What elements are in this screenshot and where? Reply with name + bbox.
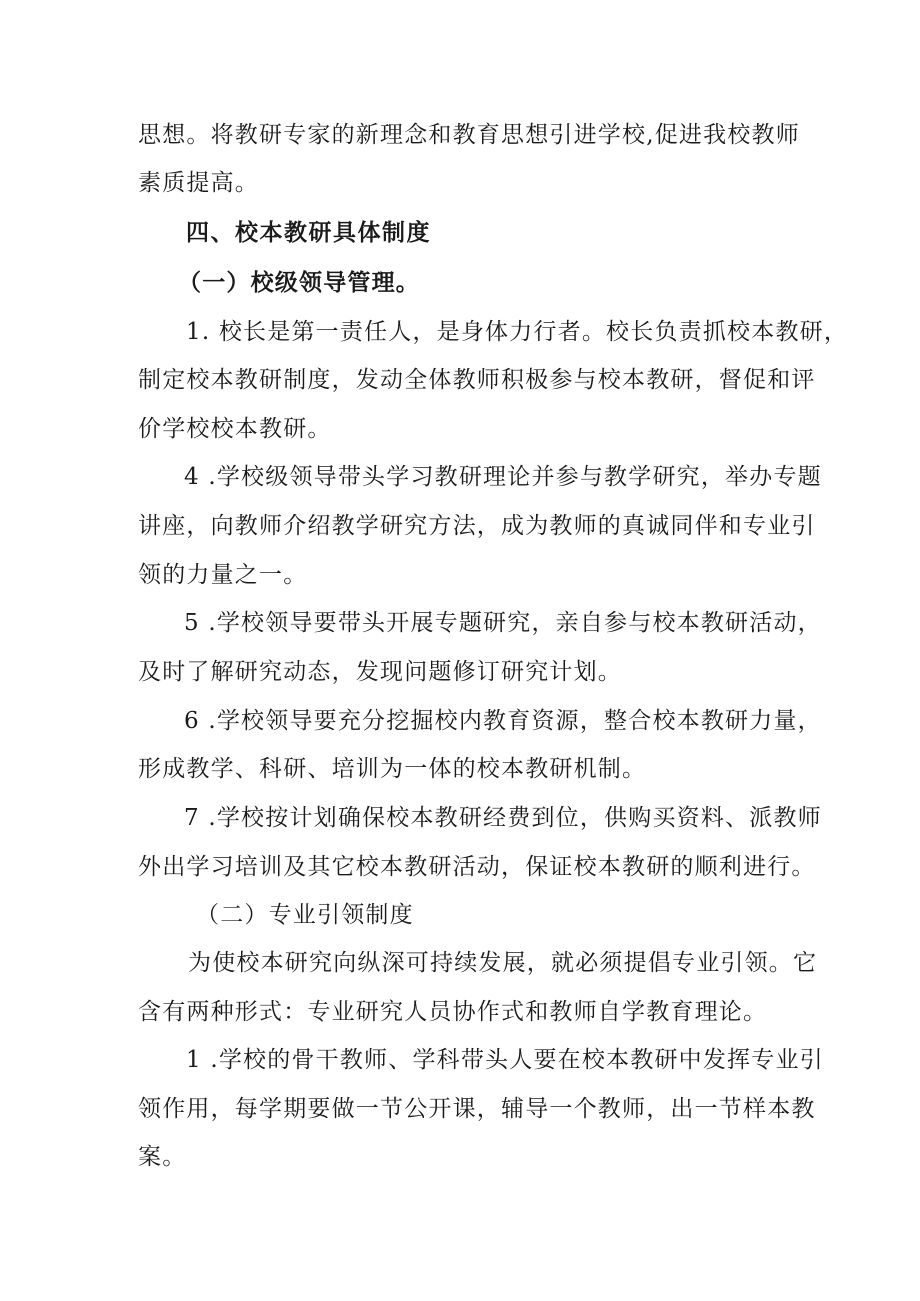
body-text-line: 制定校本教研制度，发动全体教师积极参与校本教研，督促和评 bbox=[138, 367, 816, 393]
body-text-line: 形成教学、科研、培训为一体的校本教研机制。 bbox=[138, 756, 647, 782]
subsection-heading: （一）校级领导管理。 bbox=[178, 270, 420, 296]
body-text-line: 素质提高。 bbox=[138, 170, 259, 196]
body-text-line: 价学校校本教研。 bbox=[138, 416, 332, 442]
body-text-line: 5 .学校领导要带头开展专题研究，亲自参与校本教研活动， bbox=[184, 610, 822, 636]
body-text-line: 及时了解研究动态，发现问题修订研究计划。 bbox=[138, 659, 622, 685]
body-text-line: 含有两种形式：专业研究人员协作式和教师自学教育理论。 bbox=[138, 999, 768, 1025]
section-heading: 四、校本教研具体制度 bbox=[186, 220, 431, 246]
body-text-line: 思想。将教研专家的新理念和教育思想引进学校,促进我校教师 bbox=[138, 122, 800, 148]
body-text-line: 为使校本研究向纵深可持续发展，就必须提倡专业引领。它 bbox=[188, 950, 818, 976]
body-text-line: 1 .学校的骨干教师、学科带头人要在校本教研中发挥专业引 bbox=[186, 1047, 824, 1073]
body-text-line: 7 .学校按计划确保校本教研经费到位，供购买资料、派教师 bbox=[184, 805, 822, 831]
body-text-line: 领作用，每学期要做一节公开课，辅导一个教师，出一节样本教 bbox=[138, 1096, 816, 1122]
body-text-line: 外出学习培训及其它校本教研活动，保证校本教研的顺利进行。 bbox=[138, 854, 816, 880]
subsection-heading: （二）专业引领制度 bbox=[196, 902, 414, 928]
body-text-line: 领的力量之一。 bbox=[138, 562, 308, 588]
body-text-line: 4 .学校级领导带头学习教研理论并参与教学研究，举办专题 bbox=[184, 464, 822, 490]
body-text-line: 6 .学校领导要充分挖掘校内教育资源，整合校本教研力量， bbox=[184, 708, 822, 734]
body-text-line: 案。 bbox=[138, 1144, 187, 1170]
body-text-line: 1. 校长是第一责任人，是身体力行者。校长负责抓校本教研， bbox=[186, 319, 849, 345]
body-text-line: 讲座，向教师介绍教学研究方法，成为教师的真诚同伴和专业引 bbox=[138, 513, 816, 539]
